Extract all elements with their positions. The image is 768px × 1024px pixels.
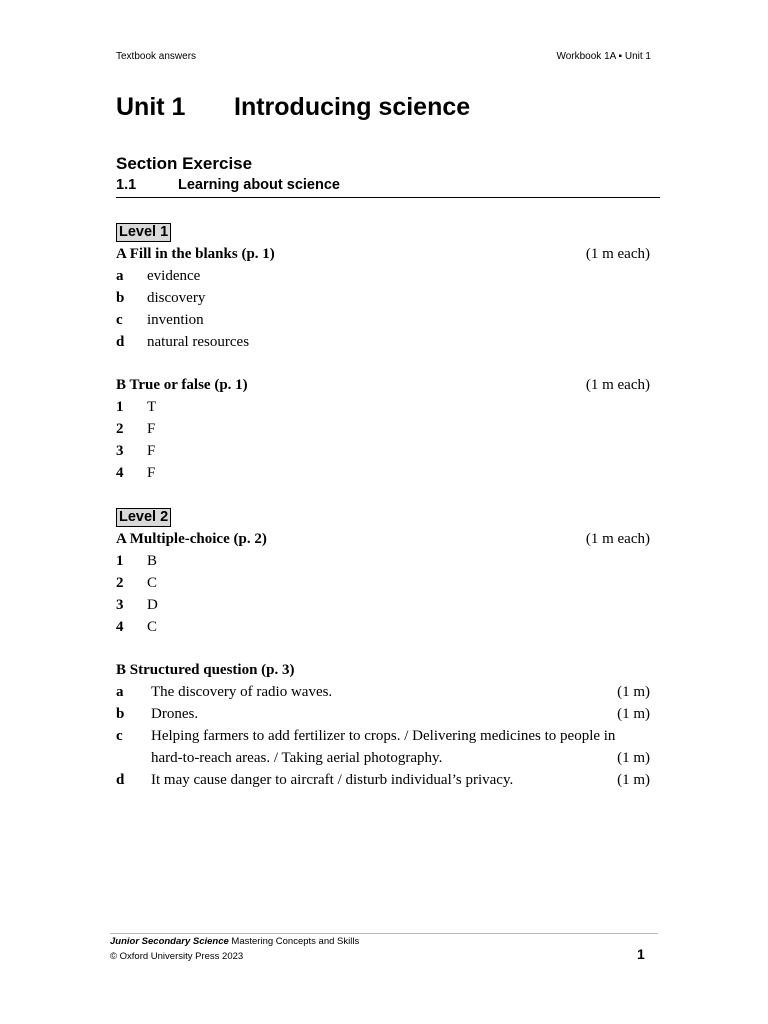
item-answer: C [147, 619, 158, 635]
item-key: d [116, 334, 125, 350]
item-answer: Drones. [151, 706, 199, 722]
list-item [116, 287, 650, 309]
list-item [116, 396, 650, 418]
footer-series-subtitle: Mastering Concepts and Skills [228, 936, 360, 947]
list-item [116, 703, 650, 725]
level2-partA-heading-row [116, 528, 650, 550]
item-marks: (1 m) [617, 684, 650, 700]
item-key: 3 [116, 597, 124, 613]
item-key: c [116, 728, 123, 744]
list-item [116, 550, 650, 572]
item-answer: evidence [147, 268, 201, 284]
part-heading: B True or false (p. 1) [116, 377, 248, 393]
item-answer: It may cause danger to aircraft / disturb individual’s privacy. [151, 772, 514, 788]
item-key: 4 [116, 465, 124, 481]
item-answer-continued: hard-to-reach areas. / Taking aerial photography. [151, 750, 443, 766]
list-item [116, 725, 650, 747]
header-left: Textbook answers [116, 51, 197, 62]
item-key: b [116, 290, 125, 306]
item-answer: invention [147, 312, 204, 328]
item-marks: (1 m) [617, 706, 650, 722]
item-key: a [116, 268, 124, 284]
page-number: 1 [637, 946, 645, 962]
section-subheading [116, 177, 660, 198]
list-item [116, 594, 650, 616]
item-key: a [116, 684, 124, 700]
header-right: Workbook 1A ▪ Unit 1 [556, 51, 651, 62]
level1-partA-heading-row [116, 243, 650, 265]
list-item [116, 572, 650, 594]
item-key: 2 [116, 421, 124, 437]
item-key: b [116, 706, 125, 722]
level-2-badge: Level 2 [116, 508, 171, 527]
list-item [116, 440, 650, 462]
section-name: Learning about science [178, 177, 340, 193]
item-answer: The discovery of radio waves. [151, 684, 333, 700]
footer-series-name: Junior Secondary Science [110, 936, 229, 947]
item-key: c [116, 312, 123, 328]
part-heading: A Multiple-choice (p. 2) [116, 531, 267, 547]
item-key: 1 [116, 399, 124, 415]
item-answer: T [147, 399, 157, 415]
list-item [116, 265, 650, 287]
part-marks: (1 m each) [585, 246, 650, 262]
item-marks: (1 m) [617, 772, 650, 788]
item-answer: B [147, 553, 158, 569]
list-item [116, 462, 650, 484]
section-title: Section Exercise [116, 154, 253, 173]
list-item [116, 331, 650, 353]
part-marks: (1 m each) [585, 377, 650, 393]
item-key: 2 [116, 575, 124, 591]
footer-divider [110, 933, 658, 934]
item-key: 1 [116, 553, 124, 569]
part-marks: (1 m each) [585, 531, 650, 547]
part-heading: A Fill in the blanks (p. 1) [116, 246, 275, 262]
item-answer: discovery [147, 290, 206, 306]
list-item [116, 309, 650, 331]
item-key: 3 [116, 443, 124, 459]
unit-title: Introducing science [234, 93, 471, 121]
unit-number: Unit 1 [116, 93, 186, 121]
list-item [116, 616, 650, 638]
footer-copyright: © Oxford University Press 2023 [110, 951, 244, 962]
unit-heading [116, 93, 471, 122]
item-answer: F [147, 421, 156, 437]
list-item [116, 418, 650, 440]
section-number: 1.1 [116, 177, 137, 193]
level2-partB-heading-row [116, 659, 650, 681]
level1-partB-heading-row [116, 374, 650, 396]
list-item-continued [116, 747, 650, 769]
item-answer: F [147, 443, 156, 459]
list-item [116, 769, 650, 791]
item-marks: (1 m) [617, 750, 650, 766]
item-answer: natural resources [147, 334, 250, 350]
item-key: 4 [116, 619, 124, 635]
footer-series [110, 936, 359, 947]
level-1-badge: Level 1 [116, 223, 171, 242]
item-answer: Helping farmers to add fertilizer to crops. / Delivering medicines to people in [151, 728, 616, 744]
item-answer: D [147, 597, 158, 613]
list-item [116, 681, 650, 703]
part-heading: B Structured question (p. 3) [116, 662, 295, 678]
item-answer: F [147, 465, 156, 481]
item-answer: C [147, 575, 158, 591]
item-key: d [116, 772, 125, 788]
